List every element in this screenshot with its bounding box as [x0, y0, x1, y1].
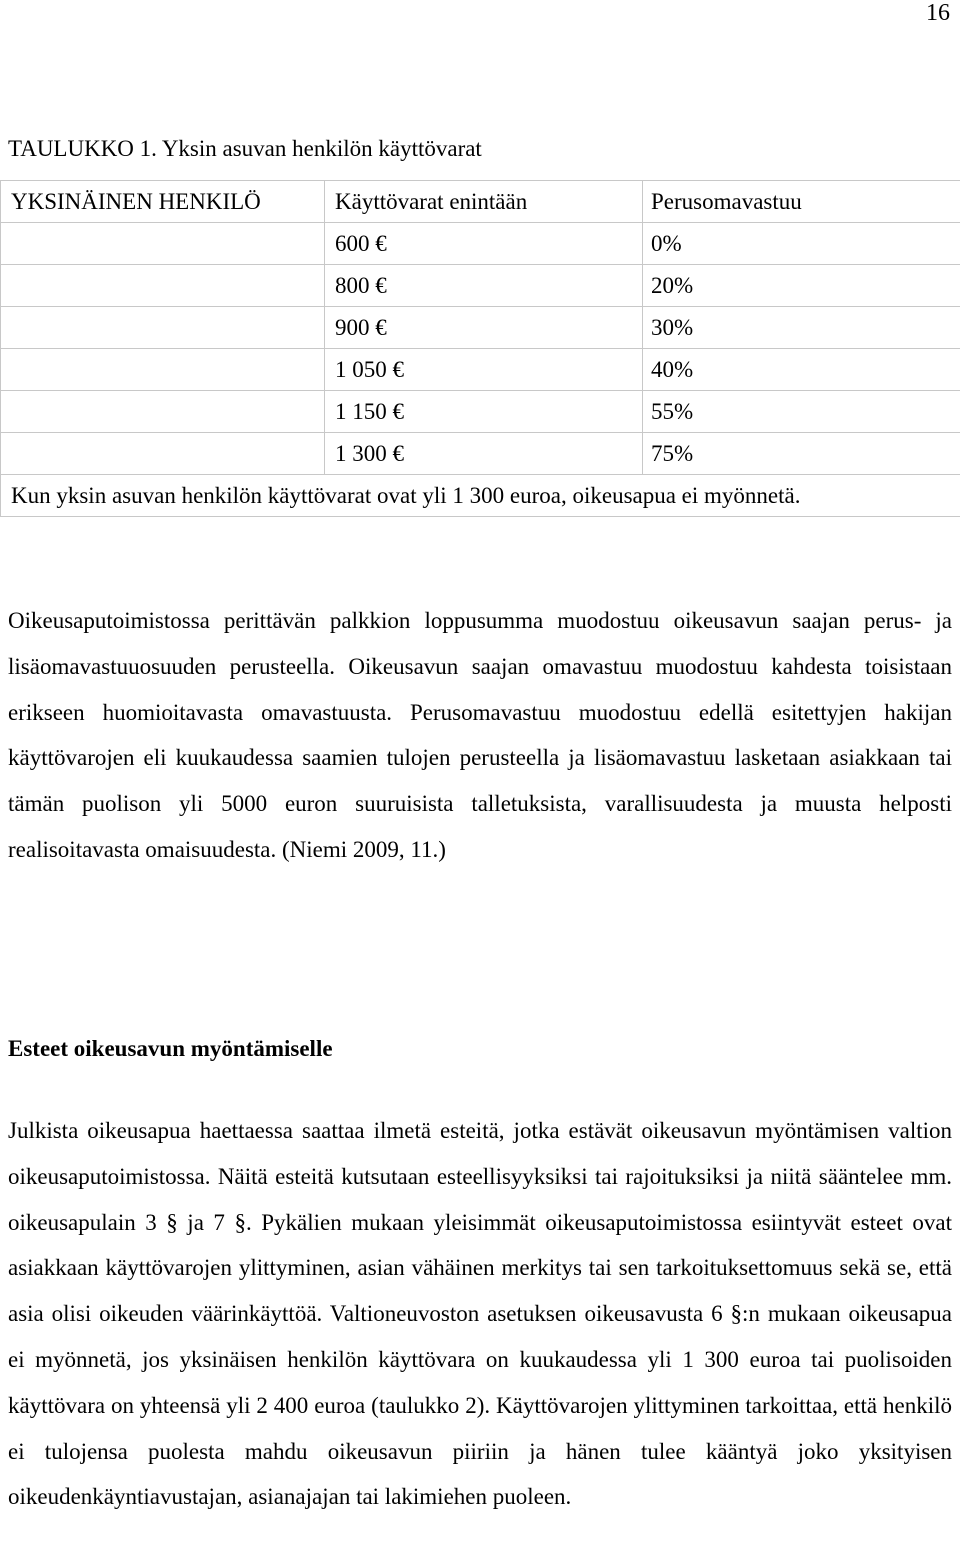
table-cell: 900 €: [325, 307, 643, 349]
table-footer-note: Kun yksin asuvan henkilön käyttövarat ovat yli 1 300 euroa, oikeusapua ei myönnetä.: [1, 475, 960, 517]
table-row: [1, 391, 960, 433]
header-cell: YKSINÄINEN HENKILÖ: [1, 181, 325, 223]
table-cell: [1, 307, 325, 349]
table-header-row: [1, 181, 960, 223]
table-cell: 30%: [643, 307, 960, 349]
table-cell: 55%: [643, 391, 960, 433]
table-caption: TAULUKKO 1. Yksin asuvan henkilön käyttövarat: [8, 136, 482, 161]
table-row: [1, 307, 960, 349]
table-row: [1, 265, 960, 307]
table-cell: [1, 265, 325, 307]
table-cell: [1, 223, 325, 265]
table-cell: 40%: [643, 349, 960, 391]
page-number: 16: [926, 0, 950, 26]
section-heading: Esteet oikeusavun myöntämiselle: [8, 1036, 333, 1061]
table-cell: 75%: [643, 433, 960, 475]
table-cell: [1, 391, 325, 433]
table-cell: 1 300 €: [325, 433, 643, 475]
table-cell: 20%: [643, 265, 960, 307]
table-cell: 800 €: [325, 265, 643, 307]
header-cell: Perusomavastuu: [643, 181, 960, 223]
body-paragraph: Julkista oikeusapua haettaessa saattaa ilmetä esteitä, jotka estävät oikeusavun myöntämisen valtion oikeusaputoimistossa. Näitä esteitä kutsutaan esteellisyyksiksi tai rajoituksiksi ja niitä sääntelee mm. oikeusapulain 3 § ja 7 §. Pykälien mukaan yleisimmät oikeusaputoimistossa esiintyvät esteet ovat asiakkaan käyttövarojen ylittyminen, asian vähäinen merkitys tai sen tarkoituksettomuus sekä se, että asia olisi oikeuden väärinkäyttöä. Valtioneuvoston asetuksen oikeusavusta 6 §:n mukaan oikeusapua ei myönnetä, jos yksinäisen henkilön käyttövara on kuukaudessa yli 1 300 euroa tai puolisoiden käyttövara on yhteensä yli 2 400 euroa (taulukko 2). Käyttövarojen ylittyminen tarkoittaa, että henkilö ei tulojensa puolesta mahdu oikeusavun piiriin ja hänen tulee kääntyä joko yksityisen oikeudenkäyntiavustajan, asianajajan tai lakimiehen puoleen.: [8, 1118, 952, 1510]
table-cell: 0%: [643, 223, 960, 265]
table-cell: 1 050 €: [325, 349, 643, 391]
table-cell: [1, 349, 325, 391]
body-paragraph: Oikeusaputoimistossa perittävän palkkion loppusumma muodostuu oikeusavun saajan perus- ja lisäomavastuuosuuden perusteella. Oikeusavun saajan omavastuu muodostuu kahdesta toisistaan erikseen huomioitavasta omavastuusta. Perusomavastuu muodostuu edellä esitettyjen hakijan käyttövarojen eli kuukaudessa saamien tulojen perusteella ja lisäomavastuu lasketaan asiakkaan tai tämän puolison yli 5000 euron suuruisista talletuksista, varallisuudesta ja muusta helposti realisoitavasta omaisuudesta. (Niemi 2009, 11.): [8, 608, 952, 862]
table-footer-row: [1, 475, 960, 517]
table-cell: [1, 433, 325, 475]
table-row: [1, 433, 960, 475]
table-row: [1, 223, 960, 265]
header-cell: Käyttövarat enintään: [325, 181, 643, 223]
table-cell: 1 150 €: [325, 391, 643, 433]
table-row: [1, 349, 960, 391]
table-cell: 600 €: [325, 223, 643, 265]
disposable-income-table: [0, 180, 960, 517]
